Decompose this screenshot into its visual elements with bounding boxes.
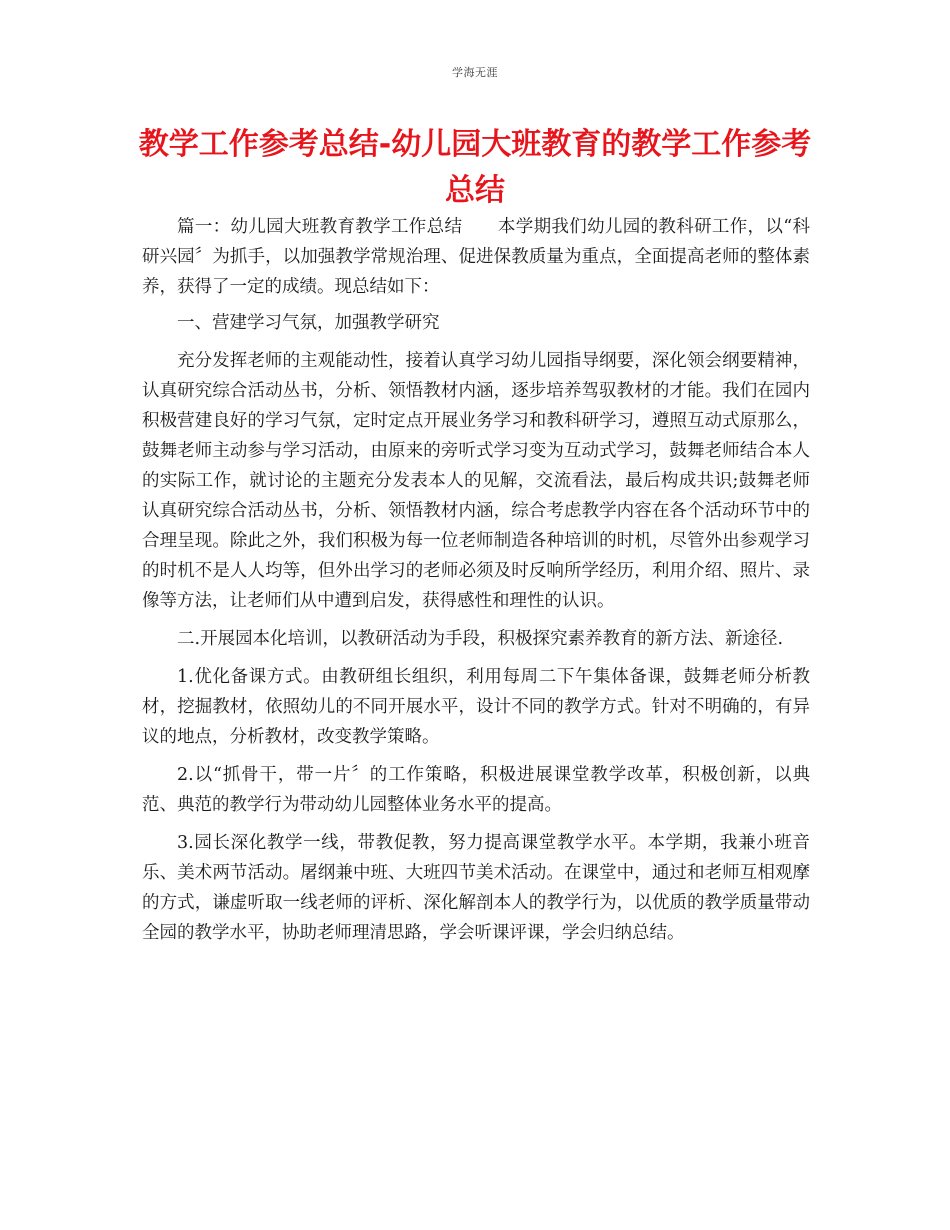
section-heading-2: 二.开展园本化培训，以教研活动为手段，积极探究素养教育的新方法、新途径. [177,629,784,649]
paragraph-intro: 篇一：幼儿园大班教育教学工作总结 本学期我们幼儿园的教科研工作，以“科研兴园〞为抓手，以加强教学常规治理、促进保教质量为重点，全面提高老师的整体素养，获得了一定的成绩。现总结如下： [142,217,810,297]
page-header: 学海无涯 [452,66,498,79]
section-heading-1: 一、营建学习气氛，加强教学研究 [177,313,440,333]
paragraph-item-2: 2.以“抓骨干，带一片〞的工作策略，积极进展课堂教学改革，积极创新，以典范、典范的教学行为带动幼儿园整体业务水平的提高。 [142,765,810,815]
paragraph-item-3: 3.园长深化教学一线，带教促教，努力提高课堂教学水平。本学期，我兼小班音乐、美术两节活动。屠纲兼中班、大班四节美术活动。在课堂中，通过和老师互相观摩的方式，谦虚听取一线老师的评析、深化解剖本人的教学行为，以优质的教学质量带动全园的教学水平，协助老师理清思路，学会听课评课，学会归纳总结。 [142,833,810,943]
document-title: 教学工作参考总结-幼儿园大班教育的教学工作参考总结 [138,127,812,208]
paragraph-item-1: 1.优化备课方式。由教研组长组织，利用每周二下午集体备课，鼓舞老师分析教材，挖掘教材，依照幼儿的不同开展水平，设计不同的教学方式。针对不明确的，有异议的地点，分析教材，改变教学策略。 [142,667,810,747]
document-body [142,212,810,956]
paragraph-section-1: 充分发挥老师的主观能动性，接着认真学习幼儿园指导纲要，深化领会纲要精神，认真研究综合活动丛书，分析、领悟教材内涵，逐步培养驾驭教材的才能。我们在园内积极营建良好的学习气氛，定时定点开展业务学习和教科研学习，遵照互动式原那么，鼓舞老师主动参与学习活动，由原来的旁听式学习变为互动式学习，鼓舞老师结合本人的实际工作，就讨论的主题充分发表本人的见解，交流看法，最后构成共识;鼓舞老师认真研究综合活动丛书，分析、领悟教材内涵，综合考虑教学内容在各个活动环节中的合理呈现。除此之外，我们积极为每一位老师制造各种培训的时机，尽管外出参观学习的时机不是人人均等，但外出学习的老师必须及时反响所学经历，利用介绍、照片、录像等方法，让老师们从中遭到启发，获得感性和理性的认识。 [142,351,810,611]
